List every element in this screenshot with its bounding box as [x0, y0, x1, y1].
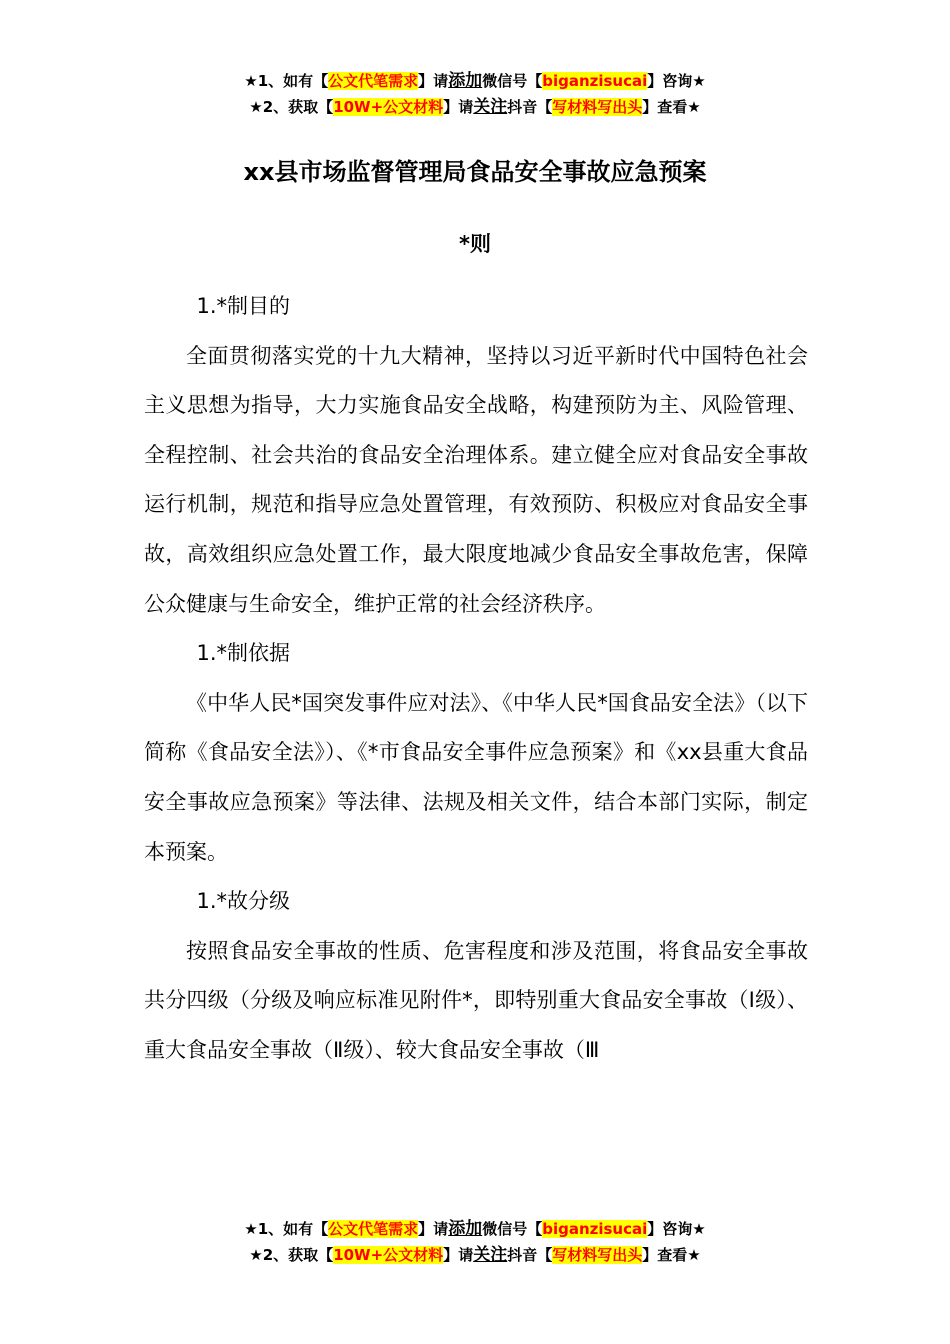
- banner-text: 抖音【: [507, 1246, 553, 1264]
- underlined-text: 关注: [473, 97, 508, 117]
- banner-text: 】查看★: [642, 1246, 701, 1264]
- header-banner: [0, 68, 950, 120]
- banner-text: 微信号【: [482, 72, 543, 90]
- banner-text: 】请: [418, 72, 449, 90]
- document-title: xx县市场监督管理局食品安全事故应急预案: [243, 158, 707, 186]
- underlined-text: 关注: [473, 1245, 508, 1265]
- douyin-account: 写材料写出头: [552, 98, 643, 116]
- banner-text: ★1、如有【: [244, 1220, 329, 1238]
- banner-text: 】咨询★: [647, 1220, 706, 1238]
- banner-line-2: [0, 1242, 950, 1268]
- document-body: [144, 282, 808, 1076]
- footer-banner: [0, 1216, 950, 1268]
- highlight-text: 公文代笔需求: [328, 72, 419, 90]
- underlined-text: 添加: [448, 1219, 483, 1239]
- highlight-text: 10W+公文材料: [333, 98, 444, 116]
- douyin-account: 写材料写出头: [552, 1246, 643, 1264]
- subsection-heading: 1.*故分级: [196, 889, 291, 914]
- body-paragraph: 《中华人民*国突发事件应对法》、《中华人民*国食品安全法》（以下简称《食品安全法》）、《*市食品安全事件应急预案》和《xx县重大食品安全事故应急预案》等法律、法规及相关文件，结合本部门实际，制定本预案。: [144, 690, 808, 864]
- banner-line-1: [0, 1216, 950, 1242]
- banner-text: 】请: [443, 1246, 474, 1264]
- banner-text: 】请: [443, 98, 474, 116]
- banner-text: 】查看★: [642, 98, 701, 116]
- highlight-text: 10W+公文材料: [333, 1246, 444, 1264]
- subsection-heading: 1.*制目的: [196, 294, 291, 318]
- banner-text: ★2、获取【: [249, 1246, 334, 1264]
- wechat-id: biganzisucai: [542, 72, 648, 90]
- section-heading: *则: [459, 232, 491, 256]
- banner-line-2: [0, 94, 950, 120]
- subsection-heading: 1.*制依据: [196, 641, 291, 666]
- body-paragraph: 按照食品安全事故的性质、危害程度和涉及范围，将食品安全事故共分四级（分级及响应标准见附件*，即特别重大食品安全事故（Ⅰ级）、重大食品安全事故（Ⅱ级）、较大食品安全事故（Ⅲ: [144, 938, 808, 1062]
- banner-line-1: [0, 68, 950, 94]
- banner-text: ★1、如有【: [244, 72, 329, 90]
- wechat-id: biganzisucai: [542, 1220, 648, 1238]
- underlined-text: 添加: [448, 71, 483, 91]
- body-paragraph: 全面贯彻落实党的十九大精神，坚持以习近平新时代中国特色社会主义思想为指导，大力实施食品安全战略，构建预防为主、风险管理、全程控制、社会共治的食品安全治理体系。建立健全应对食品安全事故运行机制，规范和指导应急处置管理，有效预防、积极应对食品安全事故，高效组织应急处置工作，最大限度地减少食品安全事故危害，保障公众健康与生命安全，维护正常的社会经济秩序。: [144, 343, 808, 616]
- banner-text: ★2、获取【: [249, 98, 334, 116]
- banner-text: 抖音【: [507, 98, 553, 116]
- banner-text: 微信号【: [482, 1220, 543, 1238]
- highlight-text: 公文代笔需求: [328, 1220, 419, 1238]
- banner-text: 】请: [418, 1220, 449, 1238]
- banner-text: 】咨询★: [647, 72, 706, 90]
